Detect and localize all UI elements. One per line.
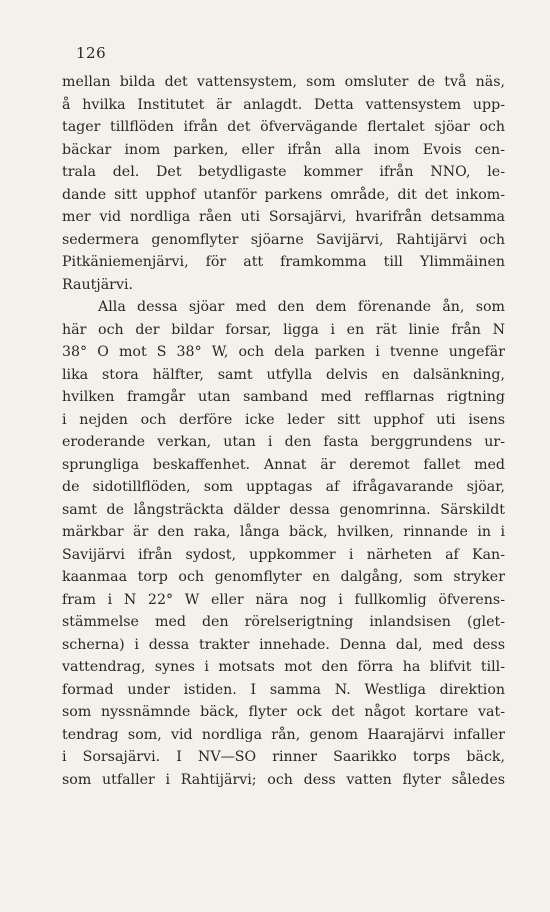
text-line: tendrag som, vid nordliga rån, genom Haarajärvi infaller [62, 726, 505, 743]
text-line: fram i N 22° W eller nära nog i fullkomlig öfverens- [62, 591, 505, 608]
text-line: samt de långsträckta dälder dessa genomrinna. Särskildt [62, 501, 505, 518]
text-line: de sidotillflöden, som upptagas af ifrågavarande sjöar, [62, 479, 505, 495]
text-line: formad under istiden. I samma N. Westliga direktion [62, 681, 505, 698]
text-line: sprungliga beskaffenhet. Annat är deremot fallet med [62, 456, 505, 473]
text-line: 38° O mot S 38° W, och dela parken i tvenne ungefär [62, 344, 505, 360]
text-line: stämmelse med den rörelserigtning inlandsisen (glet- [62, 614, 505, 630]
text-line: i Sorsajärvi. I NV—SO rinner Saarikko torps bäck, [62, 749, 505, 765]
text-line: dande sitt upphof utanför parkens område, dit det inkom- [62, 186, 505, 203]
text-line: Rautjärvi. [62, 276, 134, 293]
text-line: mellan bilda det vattensystem, som omsluter de två näs, [62, 74, 505, 90]
text-line: här och der bildar forsar, ligga i en rät linie från N [62, 321, 505, 338]
text-line: lika stora hälfter, samt utfylla delvis en dalsänkning, [62, 366, 505, 383]
text-line: som utfaller i Rahtijärvi; och dess vatten flyter således [62, 771, 505, 788]
text-line: eroderande verkan, utan i den fasta berggrundens ur- [62, 434, 505, 450]
text-line: märkbar är den raka, långa bäck, hvilken, rinnande in i [62, 524, 505, 540]
text-line: å hvilka Institutet är anlagdt. Detta vattensystem upp- [62, 96, 505, 113]
body-text [62, 71, 505, 791]
text-line: i nejden och derföre icke leder sitt upphof uti isens [62, 411, 505, 428]
text-line: Pitkäniemenjärvi, för att framkomma till Ylimmäinen [62, 254, 505, 270]
text-line: bäckar inom parken, eller ifrån alla inom Evois cen- [62, 141, 505, 158]
text-line: som nyssnämnde bäck, flyter ock det något kortare vat- [62, 704, 505, 720]
text-line: Savijärvi ifrån sydost, uppkommer i närheten af Kan- [62, 546, 505, 563]
text-line: sedermera genomflyter sjöarne Savijärvi, Rahtijärvi och [62, 231, 505, 248]
text-line: mer vid nordliga råen uti Sorsajärvi, hvarifrån detsamma [62, 209, 505, 225]
text-line: trala del. Det betydligaste kommer ifrån NNO, le- [62, 164, 505, 180]
page-number: 126 [76, 44, 107, 62]
text-line: tager tillflöden ifrån det öfvervägande flertalet sjöar och [62, 119, 505, 135]
text-line: vattendrag, synes i motsats mot den förra ha blifvit till- [62, 659, 505, 675]
paragraph-first-line: Alla dessa sjöar med den dem förenande ån, som [98, 299, 505, 315]
text-line: kaanmaa torp och genomflyter en dalgång, som stryker [62, 569, 505, 585]
text-line: scherna) i dessa trakter innehade. Denna dal, med dess [62, 636, 505, 653]
text-line: hvilken framgår utan samband med refflarnas rigtning [62, 389, 505, 405]
